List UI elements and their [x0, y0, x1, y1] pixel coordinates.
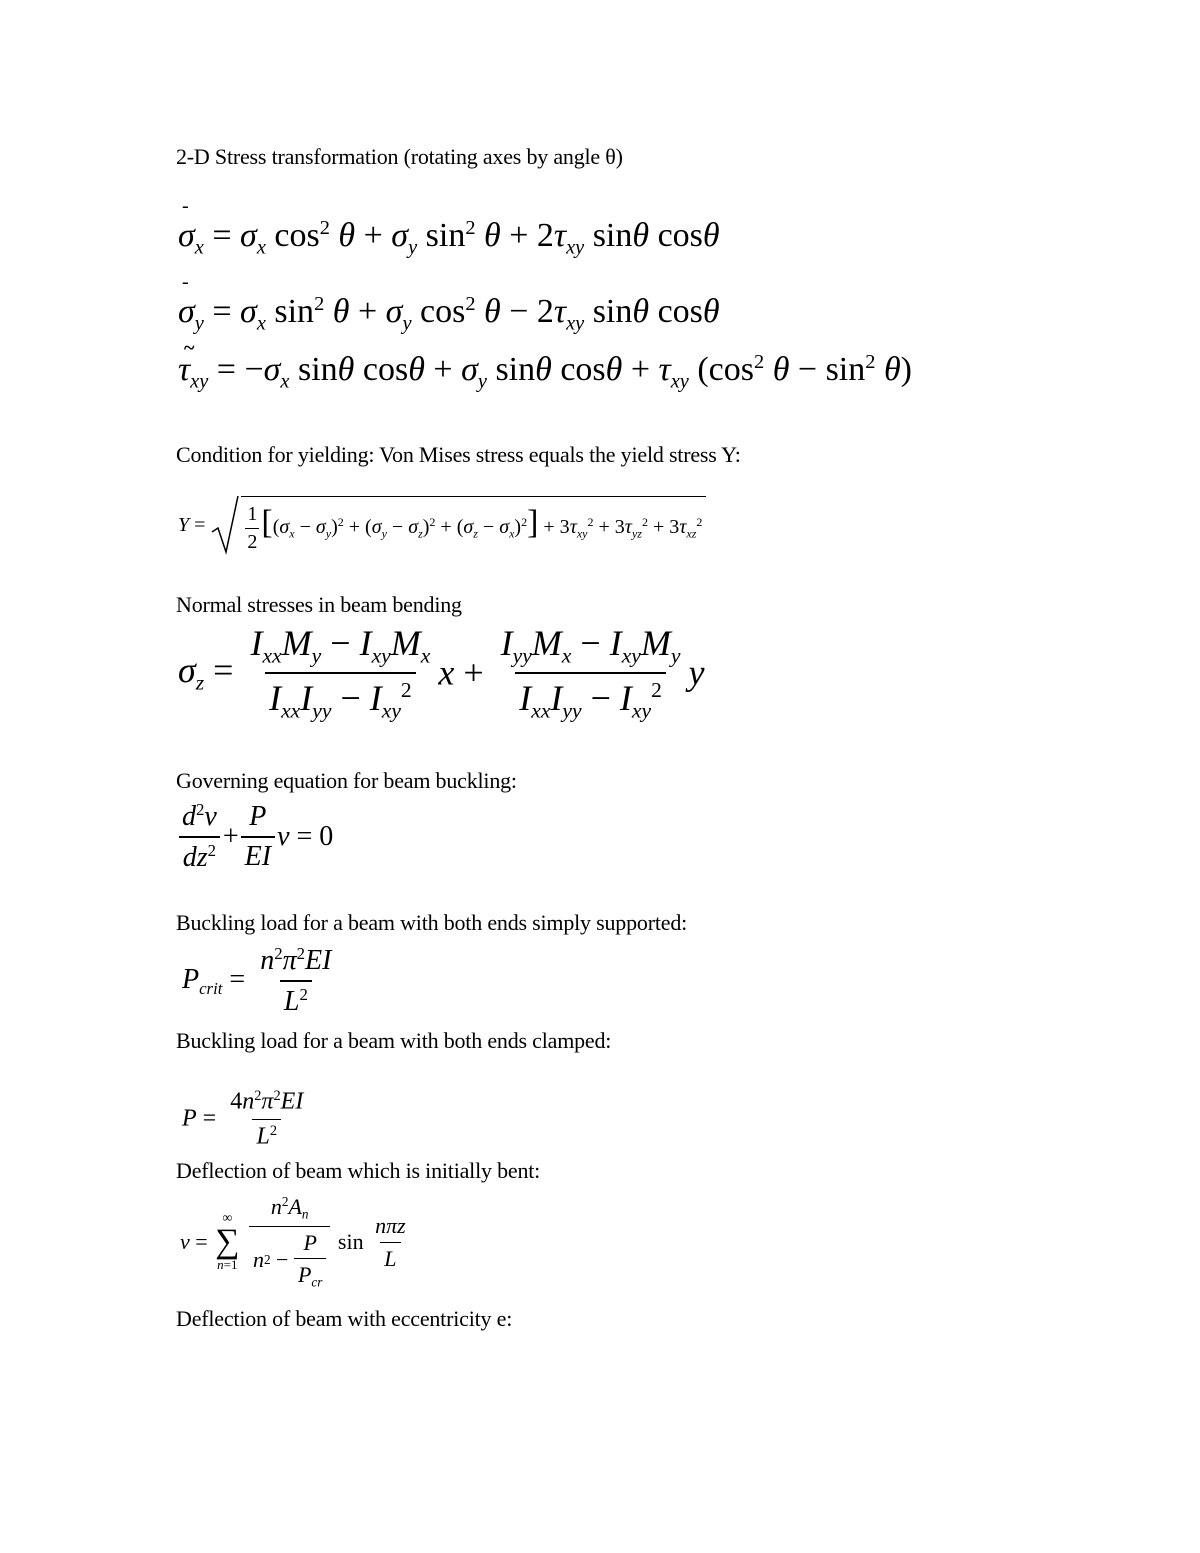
heading-simply-supported: Buckling load for a beam with both ends simply supported: [176, 910, 688, 935]
equation-sigma-y-bar: - $\sigma_y = \sigma_x$ $\sin^2 \theta + \sigma_y$ $\cos^2 \theta - 2\tau_{xy}$ sinθ cosθ [178, 271, 720, 335]
heading-yield-condition: Condition for yielding: Von Mises stress equals the yield stress Y: [176, 442, 741, 467]
heading-beam-buckling: Governing equation for beam buckling: [176, 768, 517, 793]
heading-stress-transformation: 2-D Stress transformation (rotating axes by angle θ) [176, 144, 623, 169]
sqrt-sign-icon [210, 494, 240, 556]
equation-von-mises: Y = $\frac{1}{2}$ $[(\sigma_x - \sigma_y)^2 + (\sigma_y - \sigma_z)^2 + (\sigma_z - \sigma_x)^2] + 3\tau_{xy}^2 + 3\tau_{yz}^2 + 3\tau_{xz}^2$ [178, 494, 706, 556]
heading-eccentricity: Deflection of beam with eccentricity e: [176, 1306, 513, 1331]
equation-initially-bent: v = ∞ ∑ n=1 $n^2A_n$ n 2 − $\frac{P}{P_{cr}}$ sin $\frac{\text{nπz}}{L}$ [180, 1194, 406, 1290]
heading-clamped: Buckling load for a beam with both ends clamped: [176, 1028, 612, 1053]
equation-p-clamped: P = $\frac{4n^2\pi^2EI}{L^2}$ [182, 1088, 304, 1150]
equation-sigma-x-bar: - $\sigma_x = \sigma_x$ $\cos^2 \theta + \sigma_y$ $\sin^2 \theta + 2\tau_{xy}$ sinθ cosθ [178, 195, 720, 259]
equation-pcrit-simple: $P_{crit}$ = $\frac{n^2\pi^2EI}{L^2}$ [182, 944, 332, 1018]
heading-beam-bending: Normal stresses in beam bending [176, 592, 462, 617]
equation-beam-buckling: $\frac{d^2v}{dz^2}$ + $\frac{P}{EI}$ v = 0 [178, 800, 333, 874]
equation-tau-xy-tilde: ~ $\tau_{xy} = -\sigma_x$ sinθ $\cos\theta + \sigma_y$ sinθ $\cos\theta + \tau_{xy}$ ($\cos^2$ $\theta - \sin^2 \theta$) [178, 337, 912, 393]
heading-initially-bent: Deflection of beam which is initially bent: [176, 1158, 541, 1183]
summation-symbol: ∞ ∑ n=1 [215, 1210, 240, 1273]
equation-beam-bending: $\sigma_z$ = $\frac{I_{xx}M_y - I_{xy}M_x}{I_{xx}I_{yy} - I_{xy}^2}$ x + $\frac{I_{yy}M_x - I_{xy}M_y}{I_{xx}I_{yy} - I_{xy}^2}$ y [178, 623, 705, 723]
